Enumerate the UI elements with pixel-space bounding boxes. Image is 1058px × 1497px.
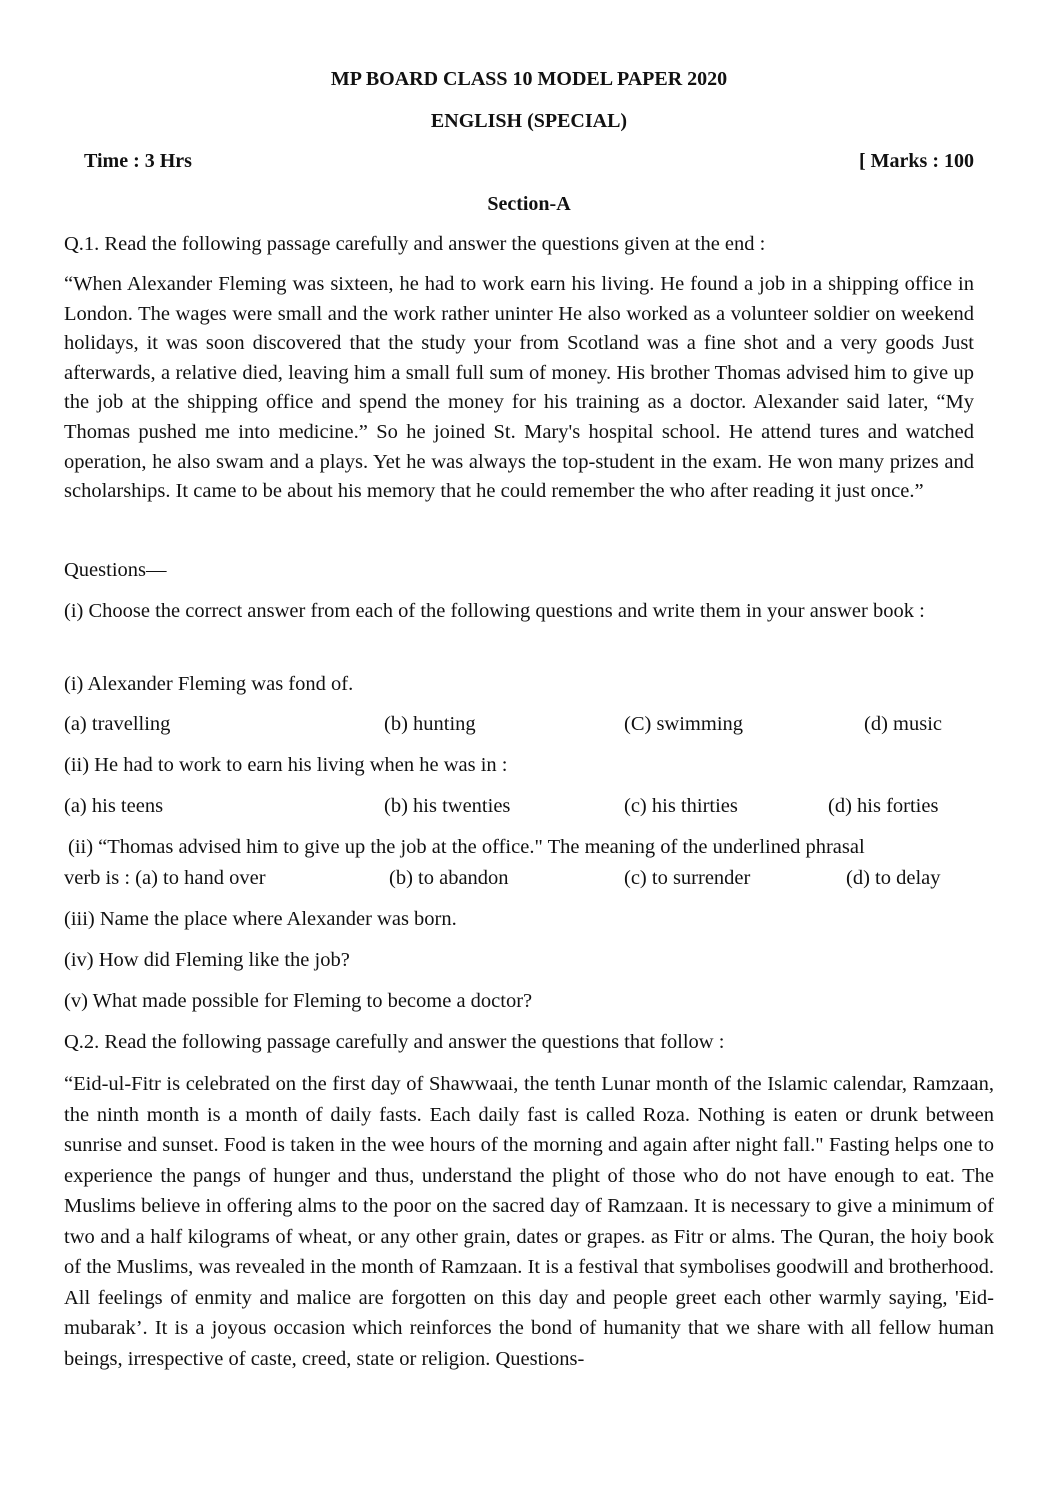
mcq2-option-a: (a) his teens xyxy=(64,795,164,817)
q1-question-iii: (iii) Name the place where Alexander was born. xyxy=(64,908,457,930)
q1-prompt: Q.1. Read the following passage carefully and answer the questions given at the end : xyxy=(64,233,766,255)
mcq2-stem: (ii) He had to work to earn his living when he was in : xyxy=(64,754,508,776)
mcq3-option-b: (b) to abandon xyxy=(389,867,509,889)
q1-question-v: (v) What made possible for Fleming to become a doctor? xyxy=(64,990,533,1012)
time-allowed: Time : 3 Hrs xyxy=(84,150,192,172)
q1-instruction: (i) Choose the correct answer from each of the following questions and write them in your answer book : xyxy=(64,600,925,622)
mcq2-option-c: (c) his thirties xyxy=(624,795,738,817)
mcq2-option-b: (b) his twenties xyxy=(384,795,511,817)
mcq1-option-d: (d) music xyxy=(864,713,942,735)
mcq3-stem: (ii) “Thomas advised him to give up the job at the office." The meaning of the underlined phrasal xyxy=(68,836,865,858)
mcq1-option-c: (C) swimming xyxy=(624,713,744,735)
paper-title: MP BOARD CLASS 10 MODEL PAPER 2020 xyxy=(330,68,728,90)
q2-passage: “Eid-ul-Fitr is celebrated on the first day of Shawwaai, the tenth Lunar month of the Islamic calendar, Ramzaan, the ninth month is a month of daily fasts. Each daily fast is called Roza. Nothing is eaten or drunk between sunrise and sunset. Food is taken in the wee hours of the morning and again after night fall." Fasting helps one to experience the pangs of hunger and thus, understand the plight of those who do not have enough to eat. The Muslims believe in offering alms to the poor on the sacred day of Ramzaan. It is necessary to give a minimum of two and a half kilograms of wheat, or any other grain, dates or grapes. as Fitr or alms. The Quran, the hoiy book of the Muslims, was revealed in the month of Ramzaan. It is a festival that symbolises goodwill and brotherhood. All feelings of enmity and malice are forgotten on this day and people greet each other warmly saying, 'Eid-mubarak’. It is a joyous occasion which reinforces the bond of humanity that we share with all fellow human beings, irrespective of caste, creed, state or religion. Questions- xyxy=(64,1073,994,1370)
q1-passage: “When Alexander Fleming was sixteen, he had to work earn his living. He found a job in a shipping office in London. The wages were small and the work rather uninter He also worked as a volunteer soldier on weekend holidays, it was soon discovered that the study your from Scotland was a fine shot and a very goods Just afterwards, a relative died, leaving him a small full sum of money. His brother Thomas advised him to give up the job at the shipping office and spend the money for his training as a doctor. Alexander said later, “My Thomas pushed me into medicine.” So he joined St. Mary's hospital school. He attend tures and watched operation, he also swam and a plays. Yet he was always the top-student in the exam. He won many prizes and scholarships. It came to be about his memory that he could remember the who after reading it just once.” xyxy=(64,273,974,503)
mcq1-option-a: (a) travelling xyxy=(64,713,171,735)
paper-subtitle: ENGLISH (SPECIAL) xyxy=(430,110,628,132)
mcq3-option-c: (c) to surrender xyxy=(624,867,751,889)
max-marks: [ Marks : 100 xyxy=(859,150,974,172)
section-heading: Section-A xyxy=(487,193,571,215)
questions-label: Questions— xyxy=(64,559,167,581)
mcq2-option-d: (d) his forties xyxy=(828,795,939,817)
q2-prompt: Q.2. Read the following passage carefully and answer the questions that follow : xyxy=(64,1031,725,1053)
mcq3-option-d: (d) to delay xyxy=(846,867,941,889)
q1-question-iv: (iv) How did Fleming like the job? xyxy=(64,949,350,971)
mcq1-stem: (i) Alexander Fleming was fond of. xyxy=(64,673,354,695)
mcq3-stem-line2: verb is : (a) to hand over xyxy=(64,867,266,889)
mcq1-option-b: (b) hunting xyxy=(384,713,476,735)
time-marks-row xyxy=(84,150,974,173)
